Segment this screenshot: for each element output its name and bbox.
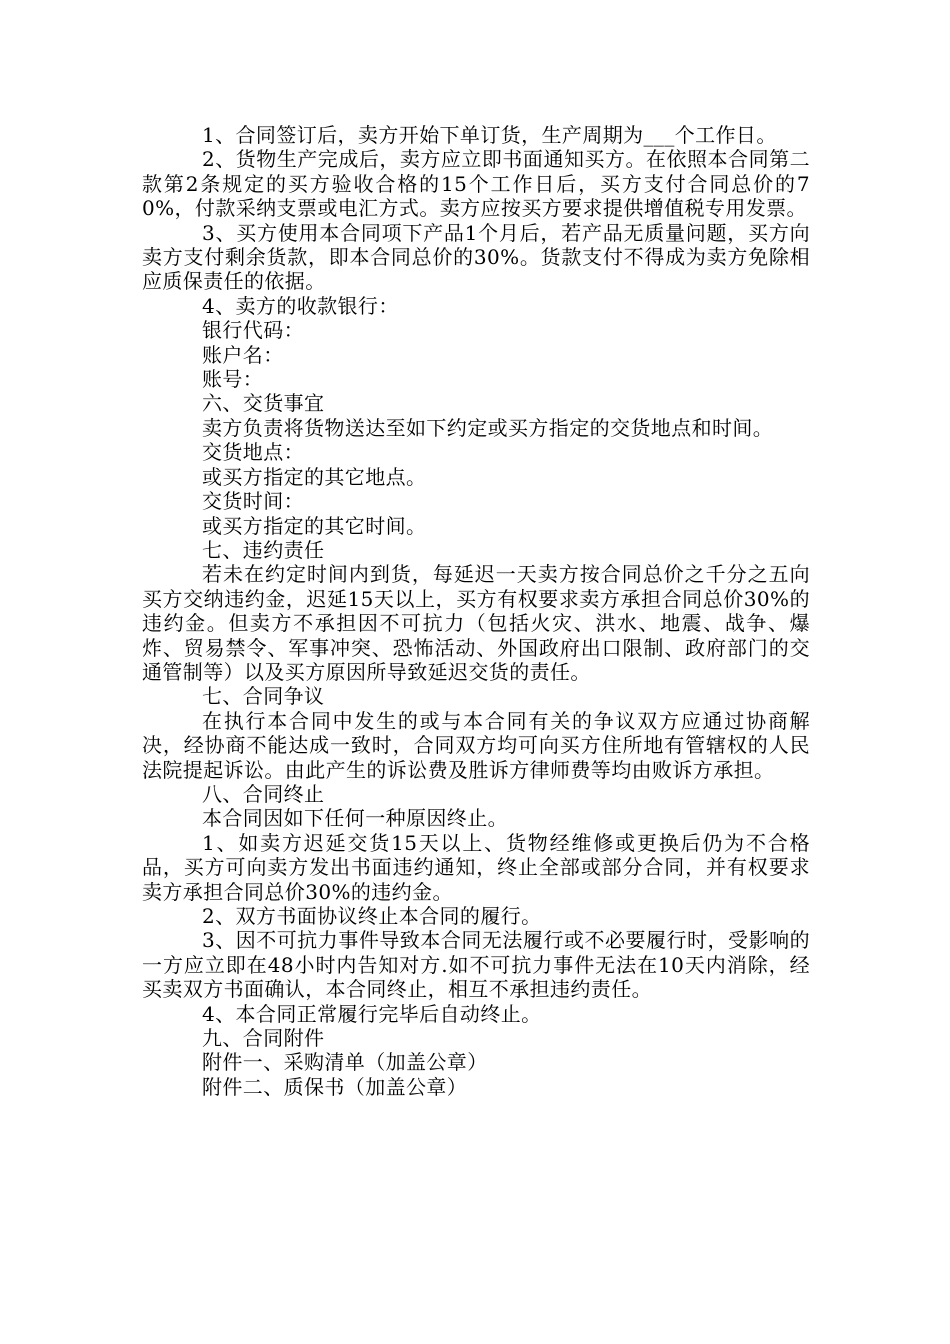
paragraph: 交货地点： [202, 440, 304, 465]
paragraph: 4、本合同正常履行完毕后自动终止。 [202, 1001, 542, 1026]
paragraph: 3、因不可抗力事件导致本合同无法履行或不必要履行时，受影响的一方应立即在48小时内告知对方.如不可抗力事件无法在10天内消除，经买卖双方书面确认，本合同终止，相互不承担违约责任。 [142, 928, 810, 1002]
paragraph: 或买方指定的其它时间。 [202, 513, 427, 538]
paragraph: 银行代码： [202, 318, 304, 343]
paragraph: 1、如卖方迟延交货15天以上、货物经维修或更换后仍为不合格品，买方可向卖方发出书面违约通知，终止全部或部分合同，并有权要求卖方承担合同总价30%的违约金。 [142, 830, 810, 904]
paragraph: 账户名： [202, 342, 284, 367]
section-heading: 九、合同附件 [202, 1026, 325, 1051]
paragraph: 账号： [202, 367, 264, 392]
paragraph: 或买方指定的其它地点。 [202, 464, 427, 489]
paragraph: 1、合同签订后，卖方开始下单订货，生产周期为___个工作日。 [202, 123, 777, 147]
paragraph: 2、货物生产完成后，卖方应立即书面通知买方。在依照本合同第二款第2条规定的买方验收合格的15个工作日后，买方支付合同总价的70%，付款采纳支票或电汇方式。卖方应按买方要求提供增值税专用发票。 [142, 147, 810, 221]
paragraph: 若未在约定时间内到货，每延迟一天卖方按合同总价之千分之五向买方交纳违约金，迟延15天以上，买方有权要求卖方承担合同总价30%的违约金。但卖方不承担因不可抗力（包括火灾、洪水、地震、战争、爆炸、贸易禁令、军事冲突、恐怖活动、外国政府出口限制、政府部门的交通管制等）以及买方原因所导致延迟交货的责任。 [142, 562, 810, 684]
paragraph: 交货时间： [202, 489, 304, 514]
paragraph: 3、买方使用本合同项下产品1个月后，若产品无质量问题，买方向卖方支付剩余货款，即本合同总价的30%。货款支付不得成为卖方免除相应质保责任的依据。 [142, 220, 810, 294]
paragraph: 在执行本合同中发生的或与本合同有关的争议双方应通过协商解决，经协商不能达成一致时，合同双方均可向买方住所地有管辖权的人民法院提起诉讼。由此产生的诉讼费及胜诉方律师费等均由败诉方承担。 [142, 708, 810, 782]
section-heading: 七、违约责任 [202, 537, 325, 562]
paragraph: 附件一、采购清单（加盖公章） [202, 1050, 488, 1075]
section-heading: 六、交货事宜 [202, 391, 325, 416]
paragraph: 卖方负责将货物送达至如下约定或买方指定的交货地点和时间。 [202, 415, 774, 440]
section-heading: 七、合同争议 [202, 684, 325, 709]
paragraph: 4、卖方的收款银行： [202, 293, 399, 318]
contract-body [142, 123, 810, 1099]
paragraph: 本合同因如下任何一种原因终止。 [202, 806, 508, 831]
section-heading: 八、合同终止 [202, 781, 325, 806]
paragraph: 2、双方书面协议终止本合同的履行。 [202, 904, 542, 928]
paragraph: 附件二、质保书（加盖公章） [202, 1074, 468, 1099]
